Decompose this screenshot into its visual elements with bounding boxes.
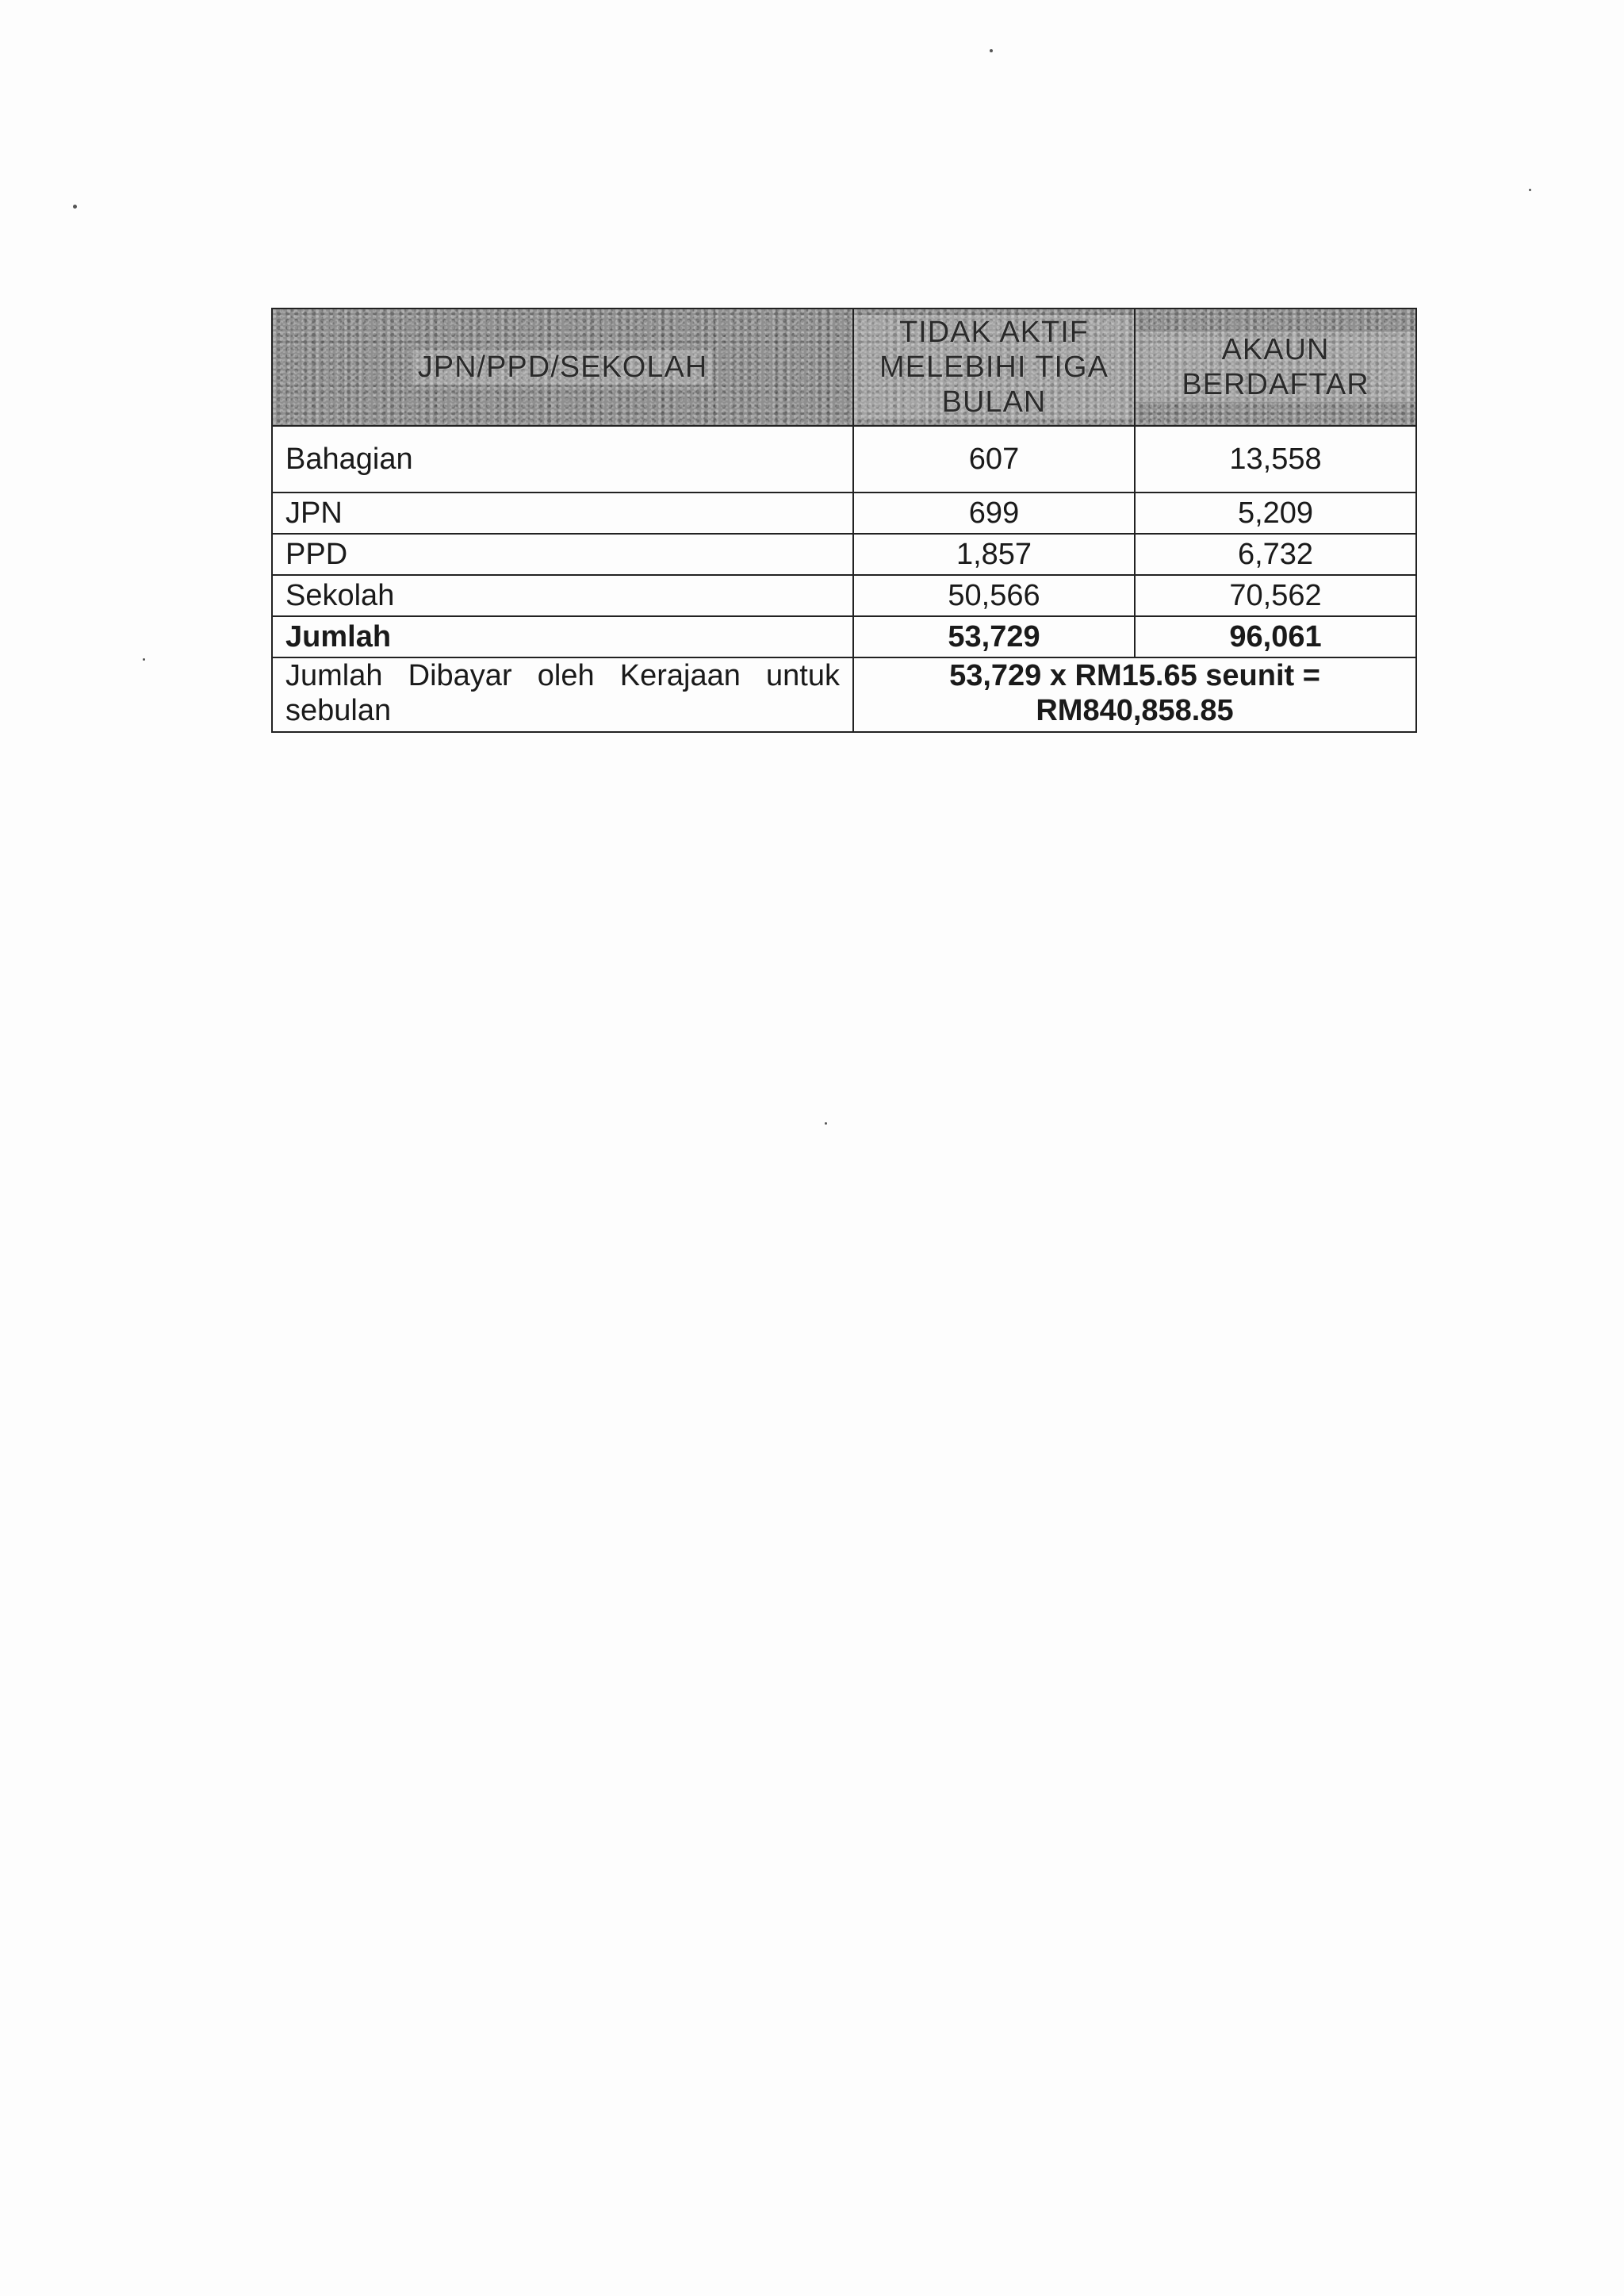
payment-label: Jumlah Dibayar oleh Kerajaan untuk sebulan	[272, 657, 853, 732]
table-row	[272, 575, 1416, 616]
header-jpn-ppd-sekolah: JPN/PPD/SEKOLAH	[272, 309, 853, 426]
table-row	[272, 426, 1416, 493]
table-row	[272, 534, 1416, 575]
scan-speck	[143, 658, 145, 661]
total-row	[272, 616, 1416, 657]
total-akaun-berdaftar: 96,061	[1135, 616, 1416, 657]
header-akaun-berdaftar: AKAUN BERDAFTAR	[1135, 309, 1416, 426]
cell-tidak-aktif: 50,566	[853, 575, 1135, 616]
table-header-row	[272, 309, 1416, 426]
payment-formula-line2: RM840,858.85	[1036, 694, 1234, 727]
scan-speck	[1529, 189, 1531, 191]
cell-akaun-berdaftar: 13,558	[1135, 426, 1416, 493]
total-label: Jumlah	[272, 616, 853, 657]
row-label: Bahagian	[272, 426, 853, 493]
payment-formula	[853, 657, 1416, 732]
row-label: Sekolah	[272, 575, 853, 616]
scan-speck	[73, 205, 77, 209]
row-label: PPD	[272, 534, 853, 575]
cell-tidak-aktif: 607	[853, 426, 1135, 493]
header-tidak-aktif: TIDAK AKTIF MELEBIHI TIGA BULAN	[853, 309, 1135, 426]
table-row	[272, 493, 1416, 534]
scan-speck	[825, 1122, 827, 1125]
payment-row	[272, 657, 1416, 732]
cell-tidak-aktif: 699	[853, 493, 1135, 534]
cell-akaun-berdaftar: 70,562	[1135, 575, 1416, 616]
scan-speck	[990, 49, 993, 52]
row-label: JPN	[272, 493, 853, 534]
inactive-accounts-table	[271, 308, 1417, 733]
cell-tidak-aktif: 1,857	[853, 534, 1135, 575]
cell-akaun-berdaftar: 5,209	[1135, 493, 1416, 534]
total-tidak-aktif: 53,729	[853, 616, 1135, 657]
cell-akaun-berdaftar: 6,732	[1135, 534, 1416, 575]
payment-formula-line1: 53,729 x RM15.65 seunit =	[949, 659, 1320, 692]
